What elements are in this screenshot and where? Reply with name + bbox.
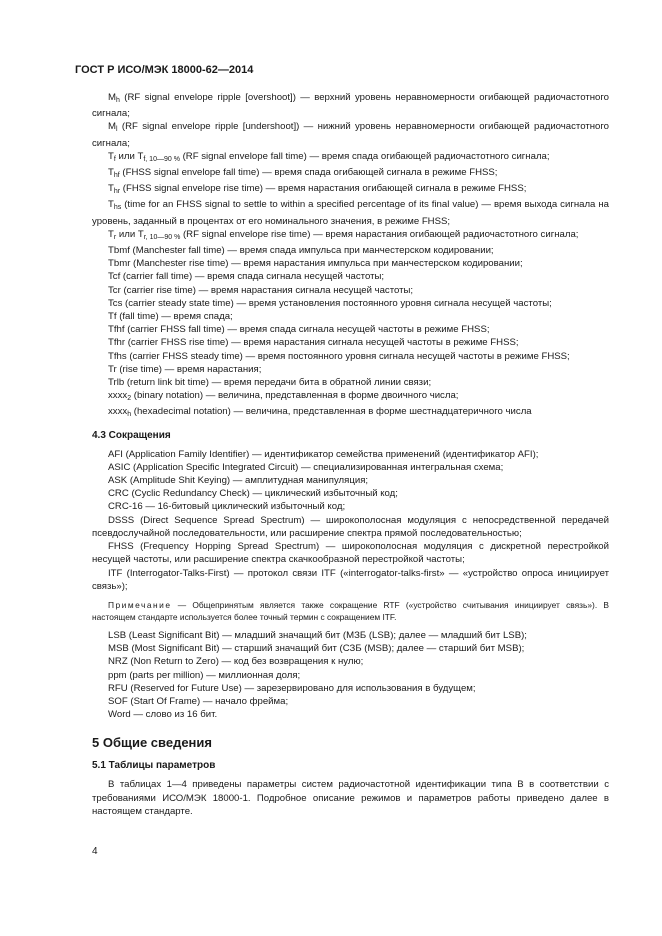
section-heading-5-1: 5.1 Таблицы параметров xyxy=(92,760,216,772)
symbol: T xyxy=(108,199,114,211)
definition-item xyxy=(92,150,609,166)
definition-text: или T xyxy=(116,228,144,240)
definitions-list xyxy=(92,91,609,422)
definition-text: (RF signal envelope ripple [overshoot]) — верхний уровень неравномерности огибающей радиочастотного сигнала; xyxy=(92,92,609,120)
definition-text: Trlb (return link bit time) — время передачи бита в обратной линии связи; xyxy=(108,377,432,389)
symbol-subscript: f xyxy=(113,155,116,163)
definition-text: Tfhs (carrier FHSS steady time) — время постоянного уровня сигнала несущей частоты в режиме FHSS; xyxy=(108,350,570,362)
symbol-subscript: 2 xyxy=(127,395,132,403)
abbreviation-item: NRZ (Non Return to Zero) — код без возвращения к нулю; xyxy=(108,656,364,668)
symbol-subscript: hf xyxy=(113,172,120,180)
abbreviation-item: ASK (Amplitude Shit Keying) — амплитудная манипуляция; xyxy=(108,475,369,487)
definition-text: Tcs (carrier steady state time) — время установления постоянного уровня сигнала несущей частоты; xyxy=(108,297,552,309)
abbreviation-item: DSSS (Direct Sequence Spread Spectrum) — широкополосная модуляция с непосредственной передачей псевдослучайной последовательности, или расширение спектра прямой последовательностью; xyxy=(92,514,609,539)
symbol: M xyxy=(108,92,116,103)
definition-text: Tcr (carrier rise time) — время нарастания сигнала несущей частоты; xyxy=(108,284,414,296)
definition-item xyxy=(92,310,609,323)
abbreviation-item: FHSS (Frequency Hopping Spread Spectrum) — широкополосная модуляция с дискретной перестройкой несущей частоты, или расширение спектра скачкообразной перестройкой частоты; xyxy=(92,541,609,566)
definition-text: (RF signal envelope fall time) — время спада огибающей радиочастотного сигнала; xyxy=(179,150,550,162)
abbreviations-list xyxy=(92,448,609,593)
page-number: 4 xyxy=(92,846,98,857)
definition-item xyxy=(92,244,609,257)
definition-text: Tf (fall time) — время спада; xyxy=(108,311,233,323)
abbreviation-item: ppm (parts per million) — миллионная доля; xyxy=(108,669,301,681)
definition-item xyxy=(92,198,609,227)
definition-text: (binary notation) — величина, представленная в форме двоичного числа; xyxy=(131,390,459,402)
definition-text: (hexadecimal notation) — величина, представленная в форме шестнадцатеричного числа xyxy=(131,406,532,418)
definition-item xyxy=(92,405,609,421)
abbreviation-item: SOF (Start Of Frame) — начало фрейма; xyxy=(108,695,289,707)
definition-text: или T xyxy=(115,150,144,162)
symbol: T xyxy=(108,183,114,195)
definition-item xyxy=(92,270,609,283)
section-heading-4-3: 4.3 Сокращения xyxy=(92,429,171,441)
symbol: T xyxy=(108,150,114,162)
symbol: M xyxy=(108,121,116,133)
symbol-subscript: h xyxy=(116,97,120,104)
note-label: Примечание xyxy=(108,599,172,610)
symbol-subscript: hs xyxy=(113,204,122,212)
definition-text: Tbmf (Manchester fall time) — время спада импульса при манчестерском кодировании; xyxy=(108,245,494,257)
abbreviation-item: AFI (Application Family Identifier) — идентификатор семейства применений (идентификатор AFI); xyxy=(108,448,539,460)
abbreviation-item: Word — слово из 16 бит. xyxy=(108,709,218,721)
abbreviation-item: CRC-16 — 16-битовый циклический избыточный код; xyxy=(108,501,346,513)
definition-item xyxy=(92,284,609,297)
definition-text: (FHSS signal envelope rise time) — время нарастания огибающей сигнала в режиме FHSS; xyxy=(120,183,527,195)
definition-item xyxy=(92,120,609,149)
abbreviation-item: LSB (Least Significant Bit) — младший значащий бит (МЗБ (LSB); далее — младший бит LSB); xyxy=(108,629,527,641)
abbreviation-item: ASIC (Application Specific Integrated Circuit) — специализированная интегральная схема; xyxy=(108,461,504,473)
symbol: xxxx xyxy=(108,390,128,402)
definition-item xyxy=(92,228,609,244)
symbol-subscript: r xyxy=(113,233,117,241)
definition-item xyxy=(92,389,609,405)
symbol: T xyxy=(108,228,114,240)
definition-text: (RF signal envelope rise time) — время нарастания огибающей радиочастотного сигнала; xyxy=(180,228,579,240)
definition-text: Tfhf (carrier FHSS fall time) — время спада сигнала несущей частоты в режиме FHSS; xyxy=(108,324,490,336)
document-header: ГОСТ Р ИСО/МЭК 18000-62—2014 xyxy=(75,64,254,76)
abbreviations-list-2 xyxy=(92,629,609,721)
definition-text: (FHSS signal envelope fall time) — время спада огибающей сигнала в режиме FHSS; xyxy=(119,167,498,179)
definition-text: Tr (rise time) — время нарастания; xyxy=(108,363,262,375)
symbol-subscript: h xyxy=(127,411,132,419)
section-heading-5: 5 Общие сведения xyxy=(92,735,212,751)
note-text: — Общепринятым является также сокращение RTF («устройство считывания инициирует связь»). В настоящем стандарте используется более точный термин с сокращением ITF. xyxy=(92,599,609,622)
definition-item xyxy=(92,376,609,389)
symbol: xxxx xyxy=(108,406,128,418)
abbreviation-item: RFU (Reserved for Future Use) — зарезервировано для использования в будущем; xyxy=(108,682,476,694)
abbreviation-item: ITF (Interrogator-Talks-First) — протокол связи ITF («interrogator-talks-first» — «устройство опроса инициирует связь»); xyxy=(92,567,609,592)
definition-item xyxy=(92,166,609,182)
definition-item xyxy=(92,323,609,336)
definition-item xyxy=(92,363,609,376)
definition-text: (RF signal envelope ripple [undershoot]) — нижний уровень неравномерности огибающей радиочастотного сигнала; xyxy=(92,121,609,149)
definition-item xyxy=(92,336,609,349)
symbol: T xyxy=(108,167,114,179)
definition-item xyxy=(92,350,609,363)
abbreviation-item: MSB (Most Significant Bit) — старший значащий бит (СЗБ (MSB); далее — старший бит MSB); xyxy=(108,643,525,655)
document-body xyxy=(92,91,609,818)
symbol-subscript: f, 10—90 % xyxy=(143,155,180,163)
definition-text: (time for an FHSS signal to settle to within a specified percentage of its final value) — время выхода сигнала на уровень, заданный в процентах от его номинального значения, в режиме FHSS; xyxy=(92,199,609,227)
definition-item xyxy=(92,257,609,270)
note xyxy=(92,599,609,623)
definition-text: Tbmr (Manchester rise time) — время нарастания импульса при манчестерском кодировании; xyxy=(108,258,523,270)
symbol-subscript: hr xyxy=(113,188,121,196)
symbol-subscript: l xyxy=(116,126,118,134)
definition-text: Tcf (carrier fall time) — время спада сигнала несущей частоты; xyxy=(108,271,385,283)
abbreviation-item: CRC (Cyclic Redundancy Check) — циклический избыточный код; xyxy=(108,488,398,500)
definition-item xyxy=(92,182,609,198)
symbol-subscript: r, 10—90 % xyxy=(143,233,181,241)
definition-text: Tfhr (carrier FHSS rise time) — время нарастания сигнала несущей частоты в режиме FHSS; xyxy=(108,337,519,349)
definition-item xyxy=(92,297,609,310)
definition-item xyxy=(92,91,609,120)
section-5-1-paragraph: В таблицах 1—4 приведены параметры систем радиочастотной идентификации типа В в соответствии с требованиями ИСО/МЭК 18000-1. Подробное описание режимов и параметров работы приведено далее в настоящем стандарте. xyxy=(92,779,609,817)
